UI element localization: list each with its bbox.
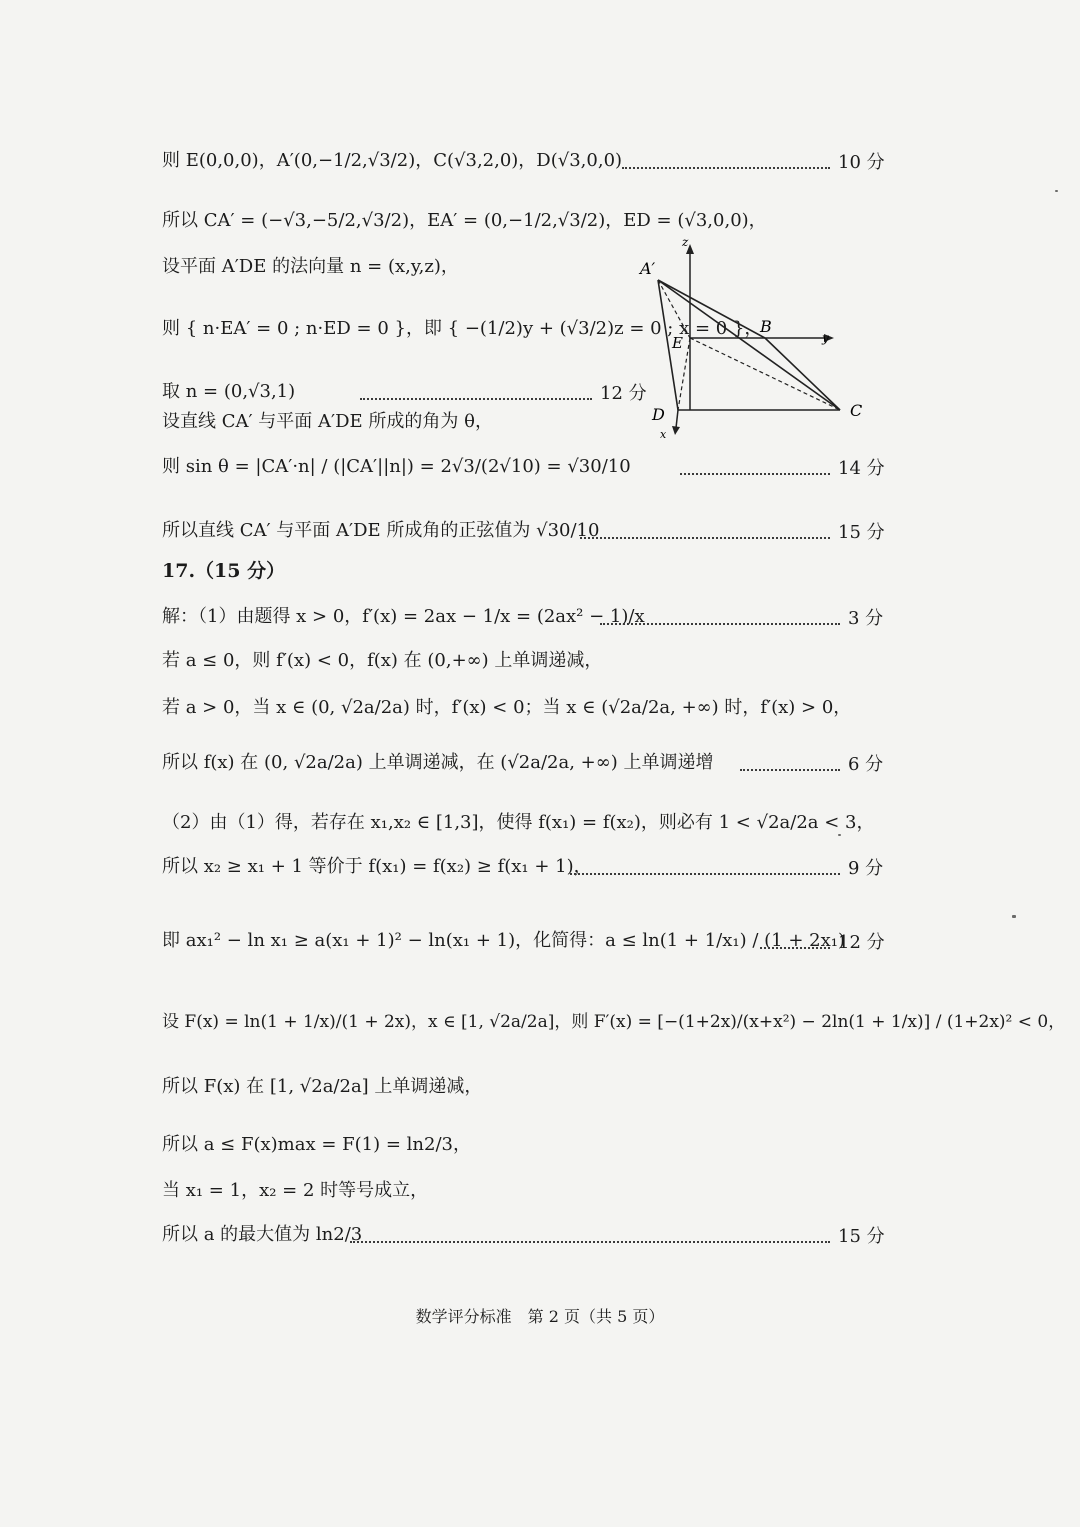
line-8: 所以直线 CA′ 与平面 A′DE 所成角的正弦值为 √30/10 [162, 520, 600, 541]
label-z: z [682, 235, 689, 249]
line-1: 则 E(0,0,0)，A′(0,−1/2,√3/2)，C(√3,2,0)，D(√3,0,0) [162, 150, 623, 171]
scan-speck [838, 834, 841, 836]
leader-dots [350, 1241, 830, 1243]
line-18: 所以 F(x) 在 [1, √2a/2a] 上单调递减， [162, 1076, 483, 1097]
line-2: 所以 CA′ = (−√3,−5/2,√3/2)，EA′ = (0,−1/2,√3/2)，ED = (√3,0,0)， [162, 210, 767, 231]
leader-dots [600, 623, 840, 625]
score-label: 10 分 [838, 152, 885, 173]
label-a: A′ [640, 259, 656, 278]
line-4: 则 { n·EA′ = 0 ; n·ED = 0 }，即 { −(1/2)y + (√3/2)z = 0 ; x = 0 }， [162, 318, 763, 339]
line-7: 则 sin θ = |CA′·n| / (|CA′||n|) = 2√3/(2√10) = √30/10 [162, 456, 631, 477]
leader-dots [570, 873, 840, 875]
question-heading: 17.（15 分） [162, 560, 286, 582]
line-10: 解：（1）由题得 x > 0，f′(x) = 2ax − 1/x = (2ax² − 1)/x [162, 606, 645, 627]
line-19: 所以 a ≤ F(x)max = F(1) = ln2/3， [162, 1134, 471, 1155]
score-label: 9 分 [848, 858, 884, 879]
label-e: E [672, 334, 683, 352]
scan-speck [1012, 915, 1016, 918]
score-label: 15 分 [838, 1226, 885, 1247]
line-16: 即 ax₁² − ln x₁ ≥ a(x₁ + 1)² − ln(x₁ + 1)，化简得：a ≤ ln(1 + 1/x₁) / (1 + 2x₁) [162, 930, 845, 951]
line-20: 当 x₁ = 1，x₂ = 2 时等号成立， [162, 1180, 429, 1201]
line-12: 若 a > 0，当 x ∈ (0, √2a/2a) 时，f′(x) < 0；当 x ∈ (√2a/2a, +∞) 时，f′(x) > 0， [162, 697, 852, 718]
edge-a-b [658, 280, 765, 338]
label-b: B [760, 317, 772, 336]
line-11: 若 a ≤ 0，则 f′(x) < 0，f(x) 在 (0,+∞) 上单调递减， [162, 650, 603, 671]
leader-dots [760, 947, 830, 949]
leader-dots [580, 537, 830, 539]
label-x: x [660, 428, 667, 441]
leader-dots [360, 398, 592, 400]
edge-a-c [658, 280, 840, 410]
line-17: 设 F(x) = ln(1 + 1/x)/(1 + 2x)，x ∈ [1, √2a/2a]，则 F′(x) = [−(1+2x)/(x+x²) − 2ln(1 + 1/x)] / (1+2x)² < 0， [162, 1012, 1066, 1032]
x-axis [676, 410, 678, 428]
line-6: 设直线 CA′ 与平面 A′DE 所成的角为 θ， [162, 411, 493, 432]
line-21: 所以 a 的最大值为 ln2/3 [162, 1224, 363, 1245]
leader-dots [622, 167, 830, 169]
line-5: 取 n = (0,√3,1) [162, 381, 296, 402]
score-label: 15 分 [838, 522, 885, 543]
label-y: y [822, 331, 829, 345]
line-15: 所以 x₂ ≥ x₁ + 1 等价于 f(x₁) = f(x₂) ≥ f(x₁ + 1)， [162, 856, 592, 877]
edge-e-c [690, 338, 840, 410]
scan-speck [1055, 190, 1058, 192]
line-3: 设平面 A′DE 的法向量 n = (x,y,z)， [162, 256, 459, 277]
label-d: D [652, 405, 665, 424]
x-arrow-icon [672, 426, 680, 435]
page-footer: 数学评分标准 第 2 页（共 5 页） [415, 1307, 665, 1326]
score-label: 12 分 [600, 383, 647, 404]
geometry-figure [630, 230, 880, 450]
edge-b-c [765, 338, 840, 410]
score-label: 14 分 [838, 458, 885, 479]
line-14: （2）由（1）得，若存在 x₁,x₂ ∈ [1,3]，使得 f(x₁) = f(x₂)，则必有 1 < √2a/2a < 3， [162, 812, 875, 833]
leader-dots [680, 473, 830, 475]
score-label: 12 分 [838, 932, 885, 953]
score-label: 3 分 [848, 608, 884, 629]
label-c: C [850, 401, 863, 420]
line-13: 所以 f(x) 在 (0, √2a/2a) 上单调递减，在 (√2a/2a, +∞) 上单调递增 [162, 752, 714, 773]
leader-dots [740, 769, 840, 771]
score-label: 6 分 [848, 754, 884, 775]
